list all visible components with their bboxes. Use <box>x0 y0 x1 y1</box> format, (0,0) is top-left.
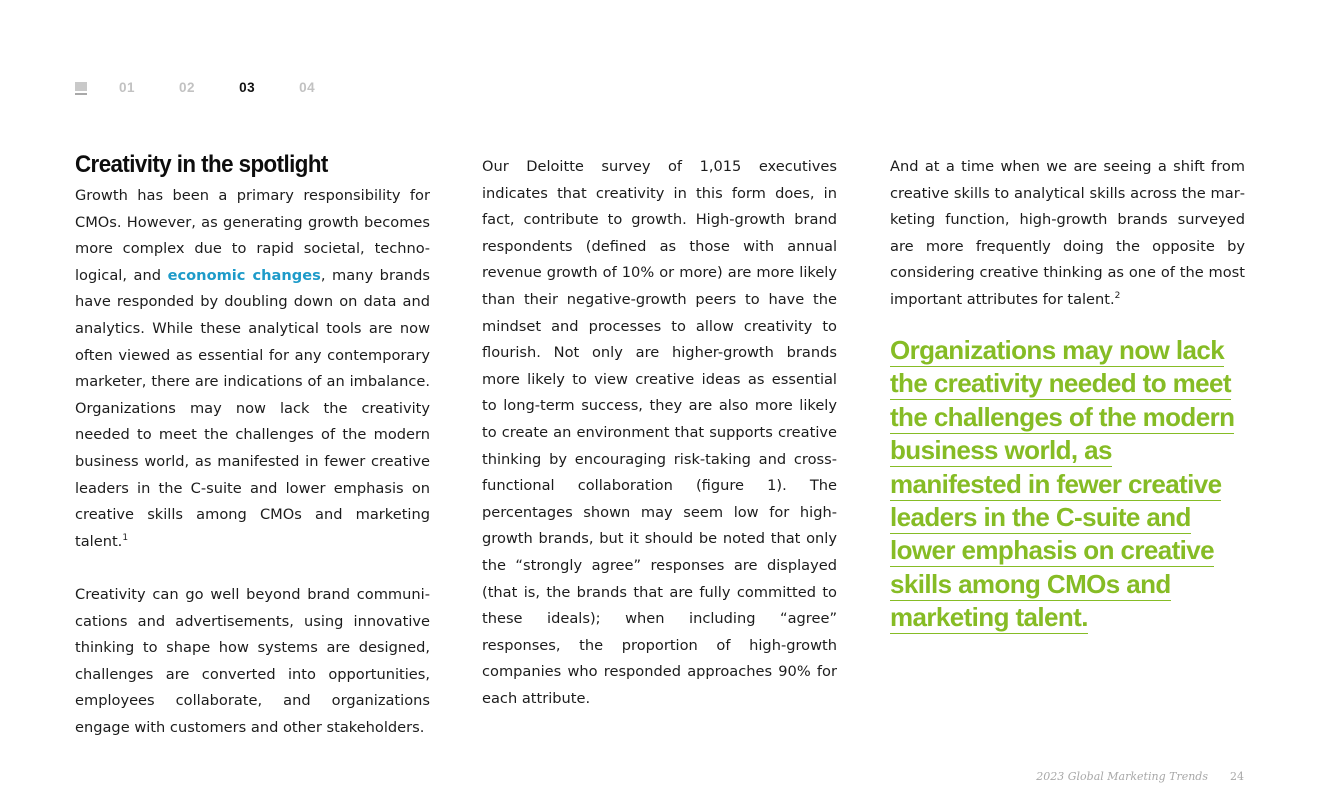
column-right <box>890 154 1245 314</box>
paragraph-shift <box>890 154 1245 314</box>
nav-item-02[interactable]: 02 <box>179 80 196 95</box>
paragraph-shift-text: And at a time when we are seeing a shift from creative skills to analytical skills across the marketing function, high-growth brands surveyed are more frequently doing the opposite by considering creative thinking as one of the most important attributes for talent. <box>890 158 1245 308</box>
nav-item-03[interactable]: 03 <box>239 80 256 95</box>
column-middle <box>482 154 837 712</box>
section-nav <box>75 79 359 97</box>
paragraph-survey: Our Deloitte survey of 1,015 executives indicates that creativity in this form does, in fact, contribute to growth. High-growth brand respondents (defined as those with annual revenue growth of 10% or more) are more likely than their negative-growth peers to have the mindset and processes to allow creativity to flourish. Not only are higher-growth brands more likely to view creative ideas as essential to long-term success, they are also more likely to create an environment that supports creative thinking by encouraging risk-taking and cross-functional collaboration (figure 1). The percentages shown may seem low for high-growth brands, but it should be noted that only the “strongly agree” responses are displayed (that is, the brands that are fully committed to these ideals); when including “agree” responses, the proportion of high-growth companies who responded approaches 90% for each attribute. <box>482 158 837 707</box>
paragraph-intro-text-a: Growth has been a primary responsibility for CMOs. However, as generating growth becomes more complex due to rapid societal, technological, and <box>75 187 430 284</box>
nav-item-01[interactable]: 01 <box>119 80 136 95</box>
section-heading: Creativity in the spotlight <box>75 151 328 178</box>
menu-icon[interactable] <box>75 82 87 95</box>
nav-item-04[interactable]: 04 <box>299 80 316 95</box>
footnote-ref-2[interactable]: 2 <box>1114 290 1121 301</box>
column-left <box>75 150 430 741</box>
menu-icon-square <box>75 82 87 91</box>
paragraph-intro-text-b: , many brands have responded by doubling down on data and analytics. While these analytical tools are now often viewed as essential for any contemporary marketer, there are indications of an imbalance. Organizations may now lack the creativity needed to meet the challenges of the modern business world, as manifested in fewer creative leaders in the C-suite and lower emphasis on creative skills among CMOs and marketing talent. <box>75 266 430 550</box>
page-number: 24 <box>1230 770 1244 783</box>
footer-title: 2023 Global Marketing Trends <box>1036 770 1208 783</box>
pull-quote <box>890 334 1235 635</box>
page-footer <box>1036 770 1244 783</box>
menu-icon-line <box>75 93 87 95</box>
paragraph-creativity: Creativity can go well beyond brand communications and advertisements, using innovative thinking to shape how systems are designed, challenges are converted into opportunities, employees collaborate, and organizations engage with customers and other stakeholders. <box>75 585 430 736</box>
pull-quote-text: Organizations may now lack the creativity needed to meet the challenges of the modern business world, as manifested in fewer creative leaders in the C-suite and lower emphasis on creative skills among CMOs and marketing talent. <box>890 335 1235 633</box>
paragraph-intro <box>75 183 430 555</box>
economic-changes-link[interactable]: economic changes <box>167 266 321 284</box>
footnote-ref-1[interactable]: 1 <box>122 532 129 543</box>
